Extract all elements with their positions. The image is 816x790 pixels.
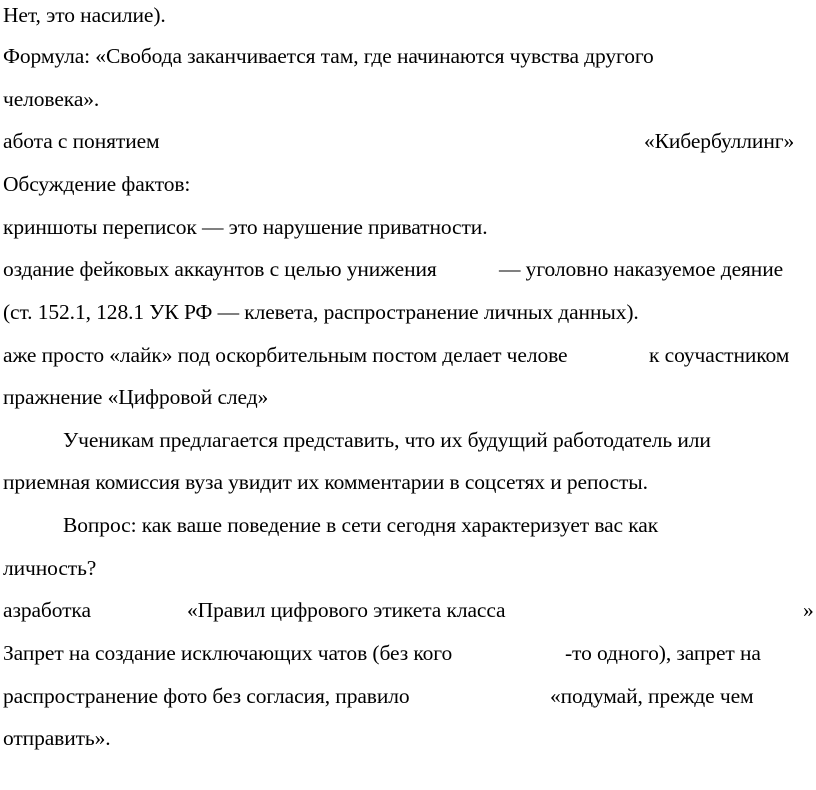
- text-segment: Нет, это насилие).: [3, 3, 166, 27]
- text-segment: »: [803, 598, 814, 622]
- text-segment: (ст. 152.1, 128.1 УК РФ — клевета, распространение личных данных).: [3, 300, 639, 324]
- text-segment: личность?: [3, 556, 97, 580]
- text-segment: -то одного), запрет на: [565, 641, 761, 665]
- text-segment: абота с понятием: [3, 129, 160, 153]
- text-segment: распространение фото без согласия, правило: [3, 684, 410, 708]
- text-segment: Обсуждение фактов:: [3, 172, 191, 196]
- text-segment: пражнение «Цифровой след»: [3, 385, 269, 409]
- text-segment: Вопрос: как ваше поведение в сети сегодня характеризует вас как: [63, 513, 659, 537]
- text-segment: Формула: «Свобода заканчивается там, где начинаются чувства другого: [3, 44, 654, 68]
- text-segment: криншоты переписок — это нарушение приватности.: [3, 215, 488, 239]
- text-segment: «Правил цифрового этикета класса: [187, 598, 506, 622]
- text-segment: оздание фейковых аккаунтов с целью унижения: [3, 257, 437, 281]
- text-segment: Ученикам предлагается представить, что их будущий работодатель или: [63, 428, 711, 452]
- text-segment: «Кибербуллинг»: [644, 129, 795, 153]
- text-segment: аже просто «лайк» под оскорбительным постом делает челове: [3, 343, 568, 367]
- text-segment: Запрет на создание исключающих чатов (без кого: [3, 641, 453, 665]
- text-segment: человека».: [3, 87, 100, 111]
- text-segment: — уголовно наказуемое деяние: [499, 257, 784, 281]
- text-segment: отправить».: [3, 726, 111, 750]
- text-segment: к соучастником: [649, 343, 790, 367]
- text-segment: приемная комиссия вуза увидит их комментарии в соцсетях и репосты.: [3, 470, 648, 494]
- text-segment: азработка: [3, 598, 91, 622]
- text-segment: «подумай, прежде чем: [550, 684, 754, 708]
